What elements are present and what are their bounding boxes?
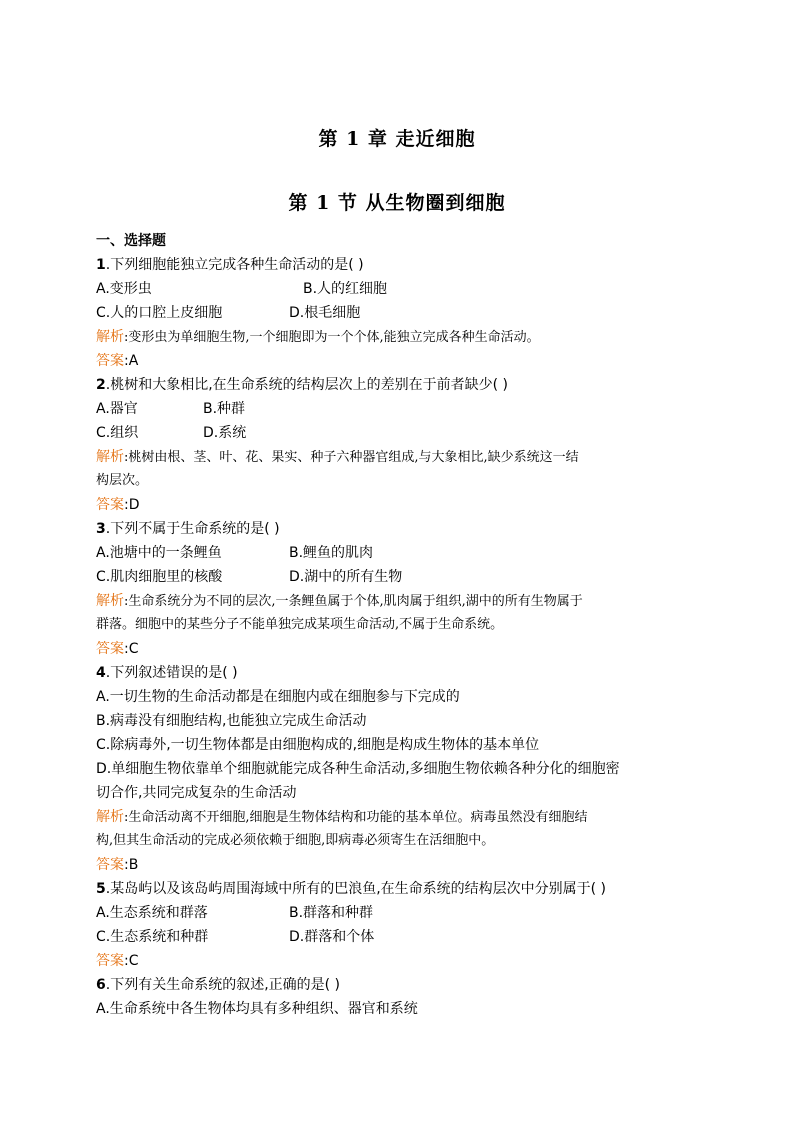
options-row — [96, 421, 716, 445]
answer-label: 答案 — [96, 857, 124, 873]
question-text: .桃树和大象相比,在生命系统的结构层次上的差别在于前者缺少( ) — [105, 377, 509, 393]
explanation-continued: 群落。细胞中的某些分子不能单独完成某项生命活动,不属于生命系统。 — [96, 617, 504, 632]
option-c: C.组织 — [96, 425, 139, 441]
explanation: 解析:桃树由根、茎、叶、花、果实、种子六种器官组成,与大象相比,缺少系统这一结 — [96, 449, 579, 465]
option-a: A.池塘中的一条鲤鱼 — [96, 545, 222, 561]
question-number: 1 — [96, 257, 106, 273]
answer: 答案:C — [96, 953, 139, 969]
option-a: A.生命系统中各生物体均具有多种组织、器官和系统 — [96, 1001, 418, 1017]
option-b: B.种群 — [203, 401, 246, 417]
options-row — [96, 901, 716, 925]
question-number: 4 — [96, 665, 106, 681]
option-d: D.单细胞生物依靠单个细胞就能完成各种生命活动,多细胞生物依赖各种分化的细胞密 — [96, 761, 620, 777]
answer-label: 答案 — [96, 641, 124, 657]
explanation-label: 解析 — [96, 593, 124, 609]
question-text: .下列叙述错误的是( ) — [105, 665, 238, 681]
question-2 — [96, 373, 716, 397]
options-row — [96, 397, 716, 421]
options-row — [96, 565, 716, 589]
explanation: 解析:生命系统分为不同的层次,一条鲤鱼属于个体,肌肉属于组织,湖中的所有生物属于 — [96, 593, 583, 609]
answer-label: 答案 — [96, 953, 124, 969]
section-heading: 一、选择题 — [96, 233, 166, 249]
question-number: 5 — [96, 881, 106, 897]
option-b: B.群落和种群 — [289, 905, 374, 921]
question-4 — [96, 661, 716, 685]
option-a: A.生态系统和群落 — [96, 905, 208, 921]
option-a: A.一切生物的生命活动都是在细胞内或在细胞参与下完成的 — [96, 689, 460, 705]
option-d: D.湖中的所有生物 — [289, 569, 403, 585]
option-a: A.器官 — [96, 401, 138, 417]
chapter-title: 第 1 章 走近细胞 — [318, 128, 476, 150]
options-row — [96, 301, 716, 325]
answer: 答案:B — [96, 857, 139, 873]
option-c: C.除病毒外,一切生物体都是由细胞构成的,细胞是构成生物体的基本单位 — [96, 737, 540, 753]
answer: 答案:A — [96, 353, 139, 369]
answer: 答案:C — [96, 641, 139, 657]
answer-label: 答案 — [96, 353, 124, 369]
options-row — [96, 277, 716, 301]
options-row — [96, 925, 716, 949]
option-d: D.群落和个体 — [289, 929, 375, 945]
explanation-label: 解析 — [96, 449, 124, 465]
question-text: .下列细胞能独立完成各种生命活动的是( ) — [105, 257, 364, 273]
answer-label: 答案 — [96, 497, 124, 513]
option-b: B.鲤鱼的肌肉 — [289, 545, 374, 561]
option-c: C.肌肉细胞里的核酸 — [96, 569, 223, 585]
option-c: C.人的口腔上皮细胞 — [96, 305, 223, 321]
explanation-label: 解析 — [96, 329, 124, 345]
question-number: 6 — [96, 977, 106, 993]
option-d: D.系统 — [203, 425, 247, 441]
question-6 — [96, 973, 716, 997]
option-c: C.生态系统和种群 — [96, 929, 209, 945]
question-3 — [96, 517, 716, 541]
question-list — [96, 229, 716, 1021]
question-text: .下列不属于生命系统的是( ) — [105, 521, 280, 537]
option-d: D.根毛细胞 — [289, 305, 361, 321]
option-b: B.人的红细胞 — [303, 281, 388, 297]
explanation-label: 解析 — [96, 809, 124, 825]
explanation: 解析:生命活动离不开细胞,细胞是生物体结构和功能的基本单位。病毒虽然没有细胞结 — [96, 809, 588, 825]
explanation-continued: 构,但其生命活动的完成必须依赖于细胞,即病毒必须寄生在活细胞中。 — [96, 833, 495, 848]
explanation-continued: 构层次。 — [96, 473, 149, 488]
question-text: .某岛屿以及该岛屿周围海域中所有的巴浪鱼,在生命系统的结构层次中分别属于( ) — [105, 881, 607, 897]
question-1 — [96, 253, 716, 277]
question-number: 2 — [96, 377, 106, 393]
options-row — [96, 541, 716, 565]
answer: 答案:D — [96, 497, 140, 513]
option-b: B.病毒没有细胞结构,也能独立完成生命活动 — [96, 713, 367, 729]
option-a: A.变形虫 — [96, 281, 152, 297]
option-d-continued: 切合作,共同完成复杂的生命活动 — [96, 785, 297, 801]
question-5 — [96, 877, 716, 901]
section-title: 第 1 节 从生物圈到细胞 — [288, 192, 506, 214]
question-number: 3 — [96, 521, 106, 537]
question-text: .下列有关生命系统的叙述,正确的是( ) — [105, 977, 341, 993]
explanation: 解析:变形虫为单细胞生物,一个细胞即为一个个体,能独立完成各种生命活动。 — [96, 329, 540, 345]
